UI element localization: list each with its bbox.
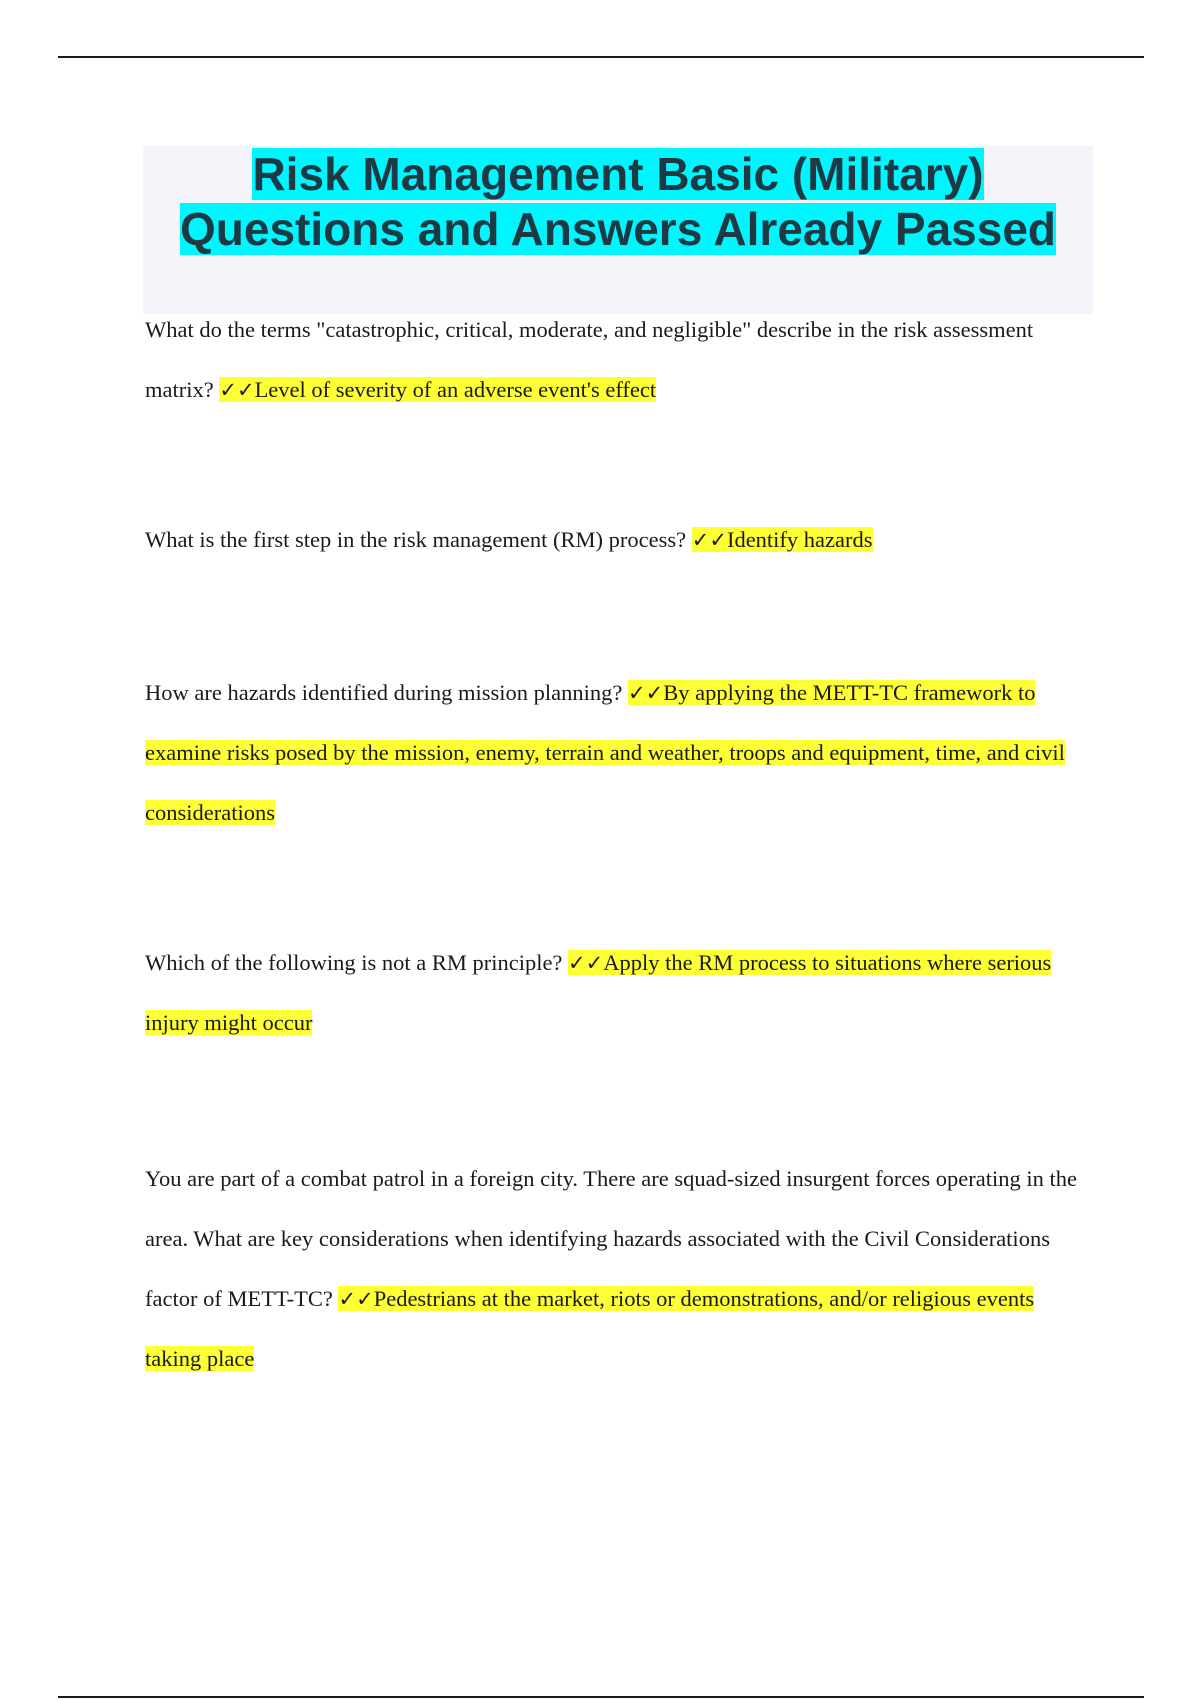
- question-text: How are hazards identified during mission planning?: [145, 680, 629, 705]
- double-check-icon: ✓✓: [219, 378, 255, 402]
- qa-item-4: [145, 933, 1095, 1053]
- double-check-icon: ✓✓: [568, 951, 604, 975]
- double-check-icon: ✓✓: [691, 528, 727, 552]
- question-text: Which of the following is not a RM principle?: [145, 950, 569, 975]
- question-text: You are part of a combat patrol in a foreign city. There are squad-sized insurgent forces operating in the area. What are key considerations when identifying hazards associated with the Civil Considerations factor of METT-TC?: [145, 1166, 1077, 1311]
- document-title: [143, 146, 1093, 314]
- qa-item-1: [145, 300, 1095, 420]
- top-rule: [58, 56, 1144, 58]
- qa-list: [145, 300, 1095, 1481]
- answer-text: ✓✓Apply the RM process to situations where serious injury might occur: [145, 950, 1052, 1035]
- question-text: What do the terms "catastrophic, critical, moderate, and negligible" describe in the risk assessment matrix?: [145, 317, 1034, 402]
- title-line-1: Risk Management Basic (Military): [252, 148, 984, 200]
- qa-item-3: [145, 663, 1095, 843]
- title-line-2: Questions and Answers Already Passed: [179, 203, 1057, 255]
- qa-item-5: [145, 1149, 1095, 1389]
- double-check-icon: ✓✓: [628, 681, 664, 705]
- question-text: What is the first step in the risk management (RM) process?: [145, 527, 692, 552]
- double-check-icon: ✓✓: [338, 1287, 374, 1311]
- answer-text: ✓✓Identify hazards: [691, 527, 873, 552]
- answer-text: ✓✓Level of severity of an adverse event's effect: [219, 377, 657, 402]
- answer-text: ✓✓By applying the METT-TC framework to examine risks posed by the mission, enemy, terrain and weather, troops and equipment, time, and civil considerations: [145, 680, 1065, 825]
- qa-item-2: [145, 510, 1095, 570]
- answer-text: ✓✓Pedestrians at the market, riots or demonstrations, and/or religious events taking place: [145, 1286, 1035, 1371]
- bottom-rule: [58, 1696, 1144, 1698]
